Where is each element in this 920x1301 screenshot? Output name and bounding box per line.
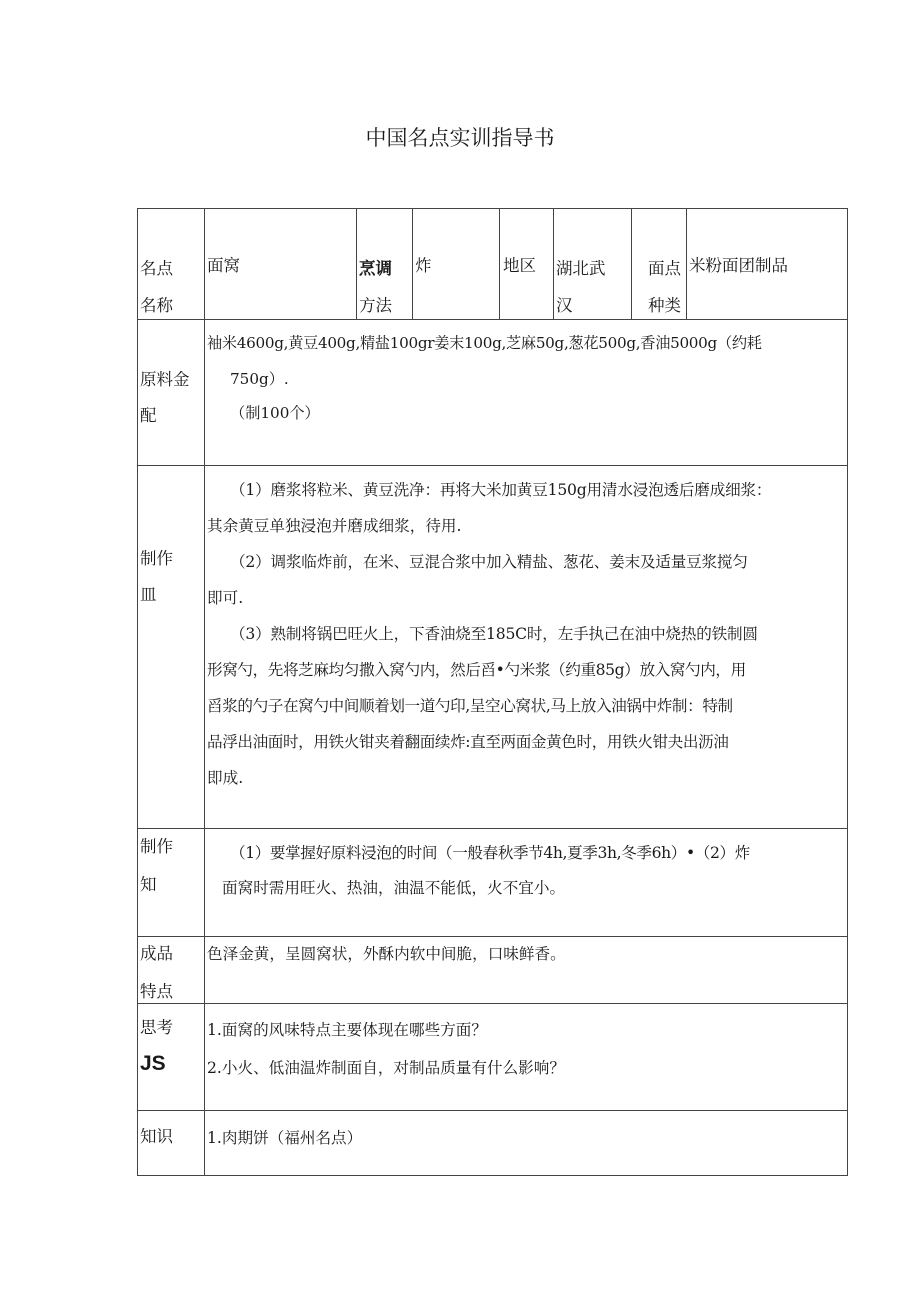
region-label: 地区 [503,256,536,275]
table-border-right [847,208,848,1176]
method-step-line: 即可. [207,589,244,607]
notes-line-1: （1）要掌握好原料浸泡的时间（一般春秋季节4h,夏季3h,冬季6h）•（2）炸 [230,844,750,862]
ingredients-line-3: （制100个） [230,404,320,422]
header-divider-type [631,208,632,319]
method-value: 炸 [415,256,432,275]
method-step-line: 其余黄豆单独浸泡并磨成细浆，待用. [207,517,462,535]
row-divider-header [137,319,848,320]
type-value: 米粉面团制品 [689,256,788,275]
header-divider-region-value [553,208,554,319]
row-divider-notes [137,936,848,937]
notes-label-line1: 制作 [140,837,173,856]
knowledge-label: 知识 [140,1127,173,1146]
row-divider-features [137,1003,848,1004]
region-value-line2: 汉 [556,296,573,315]
row-divider-questions [137,1110,848,1111]
question-item: 2.小火、低油温炸制面自，对制品质量有什么影响？ [207,1059,565,1077]
table-border-left [137,208,138,1176]
method-row-label-line2: 皿 [140,585,157,604]
method-row-label-line1: 制作 [140,549,173,568]
method-step-line: 品浮出油面时，用铁火钳夹着翻面续炸:直至两面金黄色时，用铁火钳夬出沥油 [207,733,729,751]
region-value-line1: 湖北武 [556,259,606,278]
method-step-line: 即成. [207,769,244,787]
name-label-line1: 名点 [140,259,173,278]
method-label-line1: 烹调 [359,259,392,278]
table-border-bottom [137,1175,848,1176]
type-label-line2: 种类 [648,296,681,315]
recipe-table [137,208,848,1176]
header-divider-type-value [686,208,687,319]
features-label-line2: 特点 [140,982,173,1001]
method-label-line2: 方法 [359,296,392,315]
row-divider-ingredients [137,465,848,466]
header-divider-method [356,208,357,319]
notes-line-2: 面窝时需用旺火、热油，油温不能低，火不宜小。 [222,879,566,897]
type-label-line1: 面点 [648,259,681,278]
method-step-line: 形窝勺，先将芝麻均匀撒入窝勺内，然后舀•勺米浆（约重85g）放入窝勺内，用 [207,661,746,679]
row-divider-method [137,828,848,829]
notes-label-line2: 知 [140,875,157,894]
features-text: 色泽金黄，呈圆窝状，外酥内软中间脆，口味鲜香。 [207,945,566,963]
label-column-divider [204,208,205,1176]
ingredients-label-line1: 原料金 [140,370,190,389]
document-title: 中国名点实训指导书 [365,126,555,150]
method-step-line: （2）调浆临炸前，在米、豆混合浆中加入精盐、葱花、姜末及适量豆浆搅匀 [230,553,748,571]
method-step-line: （3）熟制将锅巴旺火上，下香油烧至185C时，左手执己在油中烧热的铁制圆 [230,625,758,643]
knowledge-item: 1.肉期饼（福州名点） [207,1129,363,1147]
method-step-line: （1）磨浆将粒米、黄豆洗净：再将大米加黄豆150g用清水浸泡透后磨成细浆： [230,481,772,499]
table-border-top [137,208,848,209]
question-item: 1.面窝的风味特点主要体现在哪些方面？ [207,1021,487,1039]
questions-label-line1: 思考 [140,1018,173,1037]
features-label-line1: 成品 [140,944,173,963]
questions-label-line2: JS [140,1052,166,1075]
name-label-line2: 名称 [140,296,173,315]
method-step-line: 舀浆的勺子在窝勺中间顺着划一道勺印,呈空心窝状,马上放入油锅中炸制：特制 [207,697,733,715]
name-value: 面窝 [207,256,240,275]
ingredients-label-line2: 配 [140,406,157,425]
header-divider-region [499,208,500,319]
ingredients-line-2: 750g）. [230,370,289,388]
ingredients-line-1: 袖米4600g,黄豆400g,精盐100gr姜末100g,芝麻50g,葱花500g,香油5000g（约耗 [207,334,762,352]
header-divider-method-value [412,208,413,319]
